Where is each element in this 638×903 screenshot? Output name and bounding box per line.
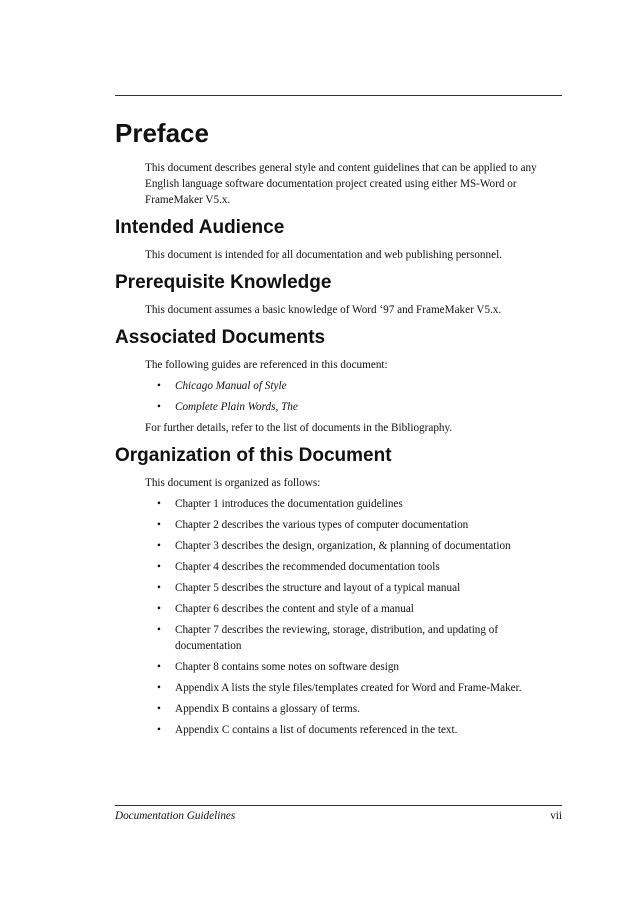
bullet-icon: • — [157, 380, 161, 392]
bullet-icon: • — [157, 401, 161, 413]
list-item — [145, 538, 562, 554]
intended-audience-paragraph: This document is intended for all documentation and web publishing personnel. — [145, 249, 502, 261]
preface-paragraph: This document describes general style and content guidelines that can be applied to any English language software documentation project created using either MS-Word or FrameMaker V5.x. — [145, 162, 537, 206]
bullet-icon: • — [157, 624, 161, 636]
page-title: Preface — [115, 118, 209, 148]
bullet-icon: • — [157, 519, 161, 531]
organization-intro: This document is organized as follows: — [145, 477, 321, 489]
list-item — [145, 399, 562, 415]
bullet-icon: • — [157, 661, 161, 673]
list-item-text: Appendix C contains a list of documents referenced in the text. — [175, 724, 458, 736]
list-item-text: Chapter 1 introduces the documentation guidelines — [175, 498, 403, 510]
list-item-text: Appendix B contains a glossary of terms. — [175, 703, 360, 715]
list-item-text: Chapter 2 describes the various types of computer documentation — [175, 519, 469, 531]
list-item-text: Chapter 5 describes the structure and layout of a typical manual — [175, 582, 461, 594]
list-item — [145, 680, 562, 696]
list-item-text: Chapter 8 contains some notes on software design — [175, 661, 400, 673]
list-item — [145, 378, 562, 394]
list-item-text: Appendix A lists the style files/templates created for Word and Frame-Maker. — [175, 682, 522, 694]
organization-list — [145, 496, 562, 738]
bullet-icon: • — [157, 582, 161, 594]
list-item-text: Chapter 7 describes the reviewing, storage, distribution, and updating of documentation — [175, 624, 499, 652]
list-item-text: Chicago Manual of Style — [175, 380, 287, 392]
list-item — [145, 559, 562, 575]
bullet-icon: • — [157, 724, 161, 736]
list-item — [145, 601, 562, 617]
bullet-icon: • — [157, 703, 161, 715]
associated-documents-intro: The following guides are referenced in this document: — [145, 359, 388, 371]
bullet-icon: • — [157, 498, 161, 510]
footer-rule — [115, 805, 562, 806]
heading-associated-documents: Associated Documents — [115, 327, 326, 348]
bullet-icon: • — [157, 682, 161, 694]
list-item — [145, 622, 562, 654]
list-item-text: Chapter 4 describes the recommended documentation tools — [175, 561, 440, 573]
page-content — [115, 118, 562, 743]
bullet-icon: • — [157, 561, 161, 573]
list-item — [145, 580, 562, 596]
list-item-text: Complete Plain Words, The — [175, 401, 298, 413]
list-item — [145, 701, 562, 717]
list-item-text: Chapter 6 describes the content and style of a manual — [175, 603, 414, 615]
heading-organization: Organization of this Document — [115, 445, 392, 466]
list-item — [145, 722, 562, 738]
footer-document-title: Documentation Guidelines — [115, 810, 236, 822]
associated-documents-list — [145, 378, 562, 415]
list-item — [145, 517, 562, 533]
list-item — [145, 659, 562, 675]
bullet-icon: • — [157, 540, 161, 552]
associated-documents-outro: For further details, refer to the list of documents in the Bibliography. — [145, 422, 453, 434]
footer-page-number: vii — [550, 810, 562, 822]
header-rule — [115, 95, 562, 96]
heading-prerequisite-knowledge: Prerequisite Knowledge — [115, 272, 332, 293]
bullet-icon: • — [157, 603, 161, 615]
list-item — [145, 496, 562, 512]
heading-intended-audience: Intended Audience — [115, 217, 285, 238]
prerequisite-knowledge-paragraph: This document assumes a basic knowledge of Word ‘97 and FrameMaker V5.x. — [145, 304, 502, 316]
list-item-text: Chapter 3 describes the design, organization, & planning of documentation — [175, 540, 511, 552]
